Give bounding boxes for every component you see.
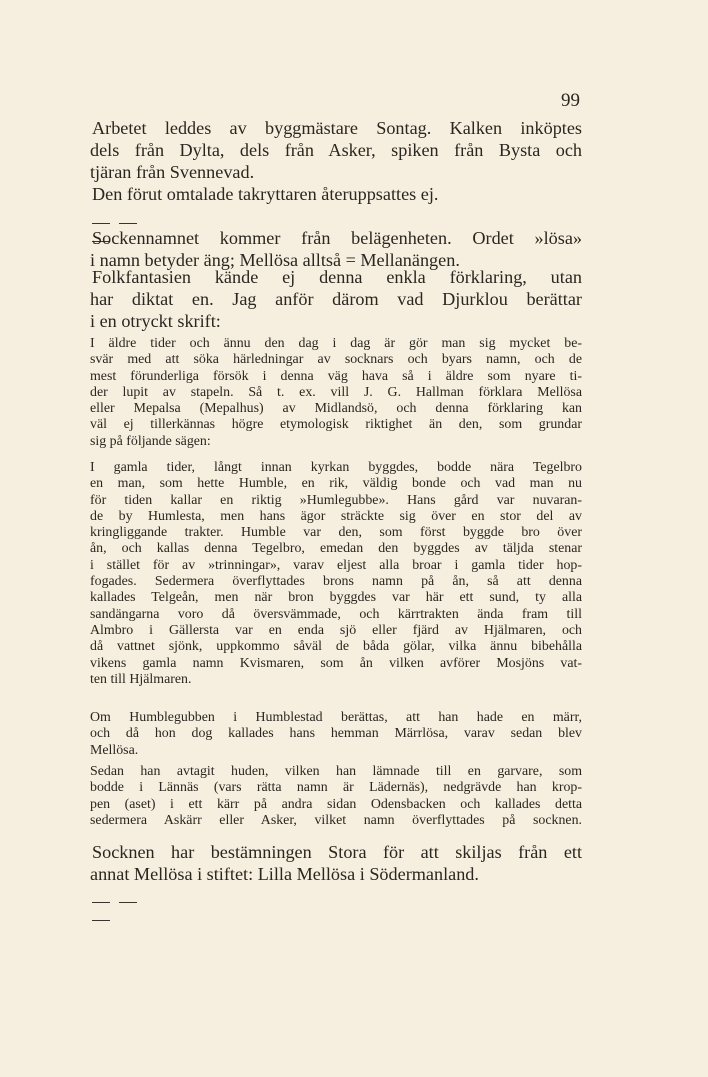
paragraph-roof-turret — [90, 183, 582, 205]
text-line: väl ej tillerkännas högre etymologisk riktighet än den, som grundar — [90, 417, 582, 433]
text-line: sig på följande sägen: — [90, 433, 211, 449]
text-line: har diktat en. Jag anför därom vad Djurklou berättar — [90, 289, 582, 309]
paragraph-construction — [90, 117, 582, 183]
text-line: tjäran från Svennevad. — [90, 162, 255, 182]
text-line: sedermera Askärr eller Asker, vilket namn överflyttades på socknen. — [90, 812, 582, 828]
text-line: pen (aset) i ett kärr på andra sidan Odensbacken och kallades detta — [90, 796, 582, 812]
text-line: kringliggande trakter. Humble var den, som först byggde bro över — [90, 525, 582, 541]
text-line: för tiden kallar en riktig »Humlegubbe». Hans gård var nuvaran- — [90, 492, 582, 508]
quote-legend-humble — [90, 460, 582, 688]
text-line: i en otryckt skrift: — [90, 311, 221, 331]
text-line: fogades. Sedermera överflyttades brons namn på ån, så att denna — [90, 574, 582, 590]
text-line: eller Mepalsa (Mepalhus) av Midlandsö, och denna förklaring kan — [90, 401, 582, 417]
text-line: i stället för av »trinningar», varav eljest alla broar i gamla tider hop- — [90, 557, 582, 573]
quote-hide — [90, 764, 582, 829]
text-line: der lupit av stapeln. Så t. ex. vill J. G. Hallman förklara Mellösa — [90, 384, 582, 400]
text-line: Folkfantasien kände ej denna enkla förklaring, utan — [92, 267, 582, 287]
text-line: då vattnet sjönk, uppkommo såväl de båda gölar, vilka ännu bibehålla — [90, 639, 582, 655]
text-line: Almbro i Gällersta var en enda sjö eller fjärd av Hjälmaren, och — [90, 622, 582, 638]
text-line: ten till Hjälmaren. — [90, 671, 192, 687]
text-line: I äldre tider och ännu den dag i dag är gör man sig mycket be- — [90, 336, 582, 351]
text-line: i namn betyder äng; Mellösa alltså = Mellanängen. — [90, 250, 460, 270]
quote-mare — [90, 710, 582, 759]
text-line: Om Humblegubben i Humblestad berättas, att han hade en märr, — [90, 710, 582, 725]
text-line: bodde i Lännäs (vars rätta namn är Lädernäs), nedgrävde han krop- — [90, 780, 582, 796]
text-line: och då hon dog kallades hans hemman Märrlösa, varav sedan blev — [90, 726, 582, 742]
text-line: dels från Dylta, dels från Asker, spiken från Bysta och — [90, 140, 582, 160]
paragraph-stora — [90, 841, 582, 885]
text-line: Arbetet leddes av byggmästare Sontag. Kalken inköptes — [92, 118, 582, 138]
text-line: svär med att söka härledningar av socknars och byars namn, och de — [90, 352, 582, 368]
text-line: sandängarna voro då översvämmade, och kärrtrakten ända fram till — [90, 606, 582, 622]
text-line: vikens gamla namn Kvismaren, som ån vilken avförer Mosjöns vat- — [90, 655, 582, 671]
text-line: Den förut omtalade takryttaren återuppsattes ej. — [92, 184, 439, 204]
text-line: Mellösa. — [90, 742, 139, 758]
text-line: kallades Telgeån, men när bron byggdes var här ett sund, ty alla — [90, 590, 582, 606]
paragraph-folk-fantasy — [90, 266, 582, 332]
text-line: ån, och kallas denna Tegelbro, emedan den byggdes av täljda stenar — [90, 541, 582, 557]
page-number: 99 — [561, 90, 580, 111]
text-line: en man, som hette Humble, en rik, väldig bonde och vad man nu — [90, 476, 582, 492]
text-line: Sedan han avtagit huden, vilken han lämnade till en garvare, som — [90, 764, 582, 779]
text-line: de by Humlesta, men hans ägor sträckte sig över en stor del av — [90, 508, 582, 524]
quote-etymology — [90, 336, 582, 450]
text-line: Socknen har bestämningen Stora för att skiljas från ett — [92, 842, 582, 862]
text-line: annat Mellösa i stiftet: Lilla Mellösa i Södermanland. — [90, 864, 479, 884]
text-line: mest förunderliga försök i denna väg hava så i äldre som nyare ti- — [90, 368, 582, 384]
text-line: Sockennamnet kommer från belägenheten. Ordet »lösa» — [92, 228, 582, 248]
text-line: I gamla tider, långt innan kyrkan byggdes, bodde nära Tegelbro — [90, 460, 582, 475]
paragraph-parish-name — [90, 227, 582, 271]
